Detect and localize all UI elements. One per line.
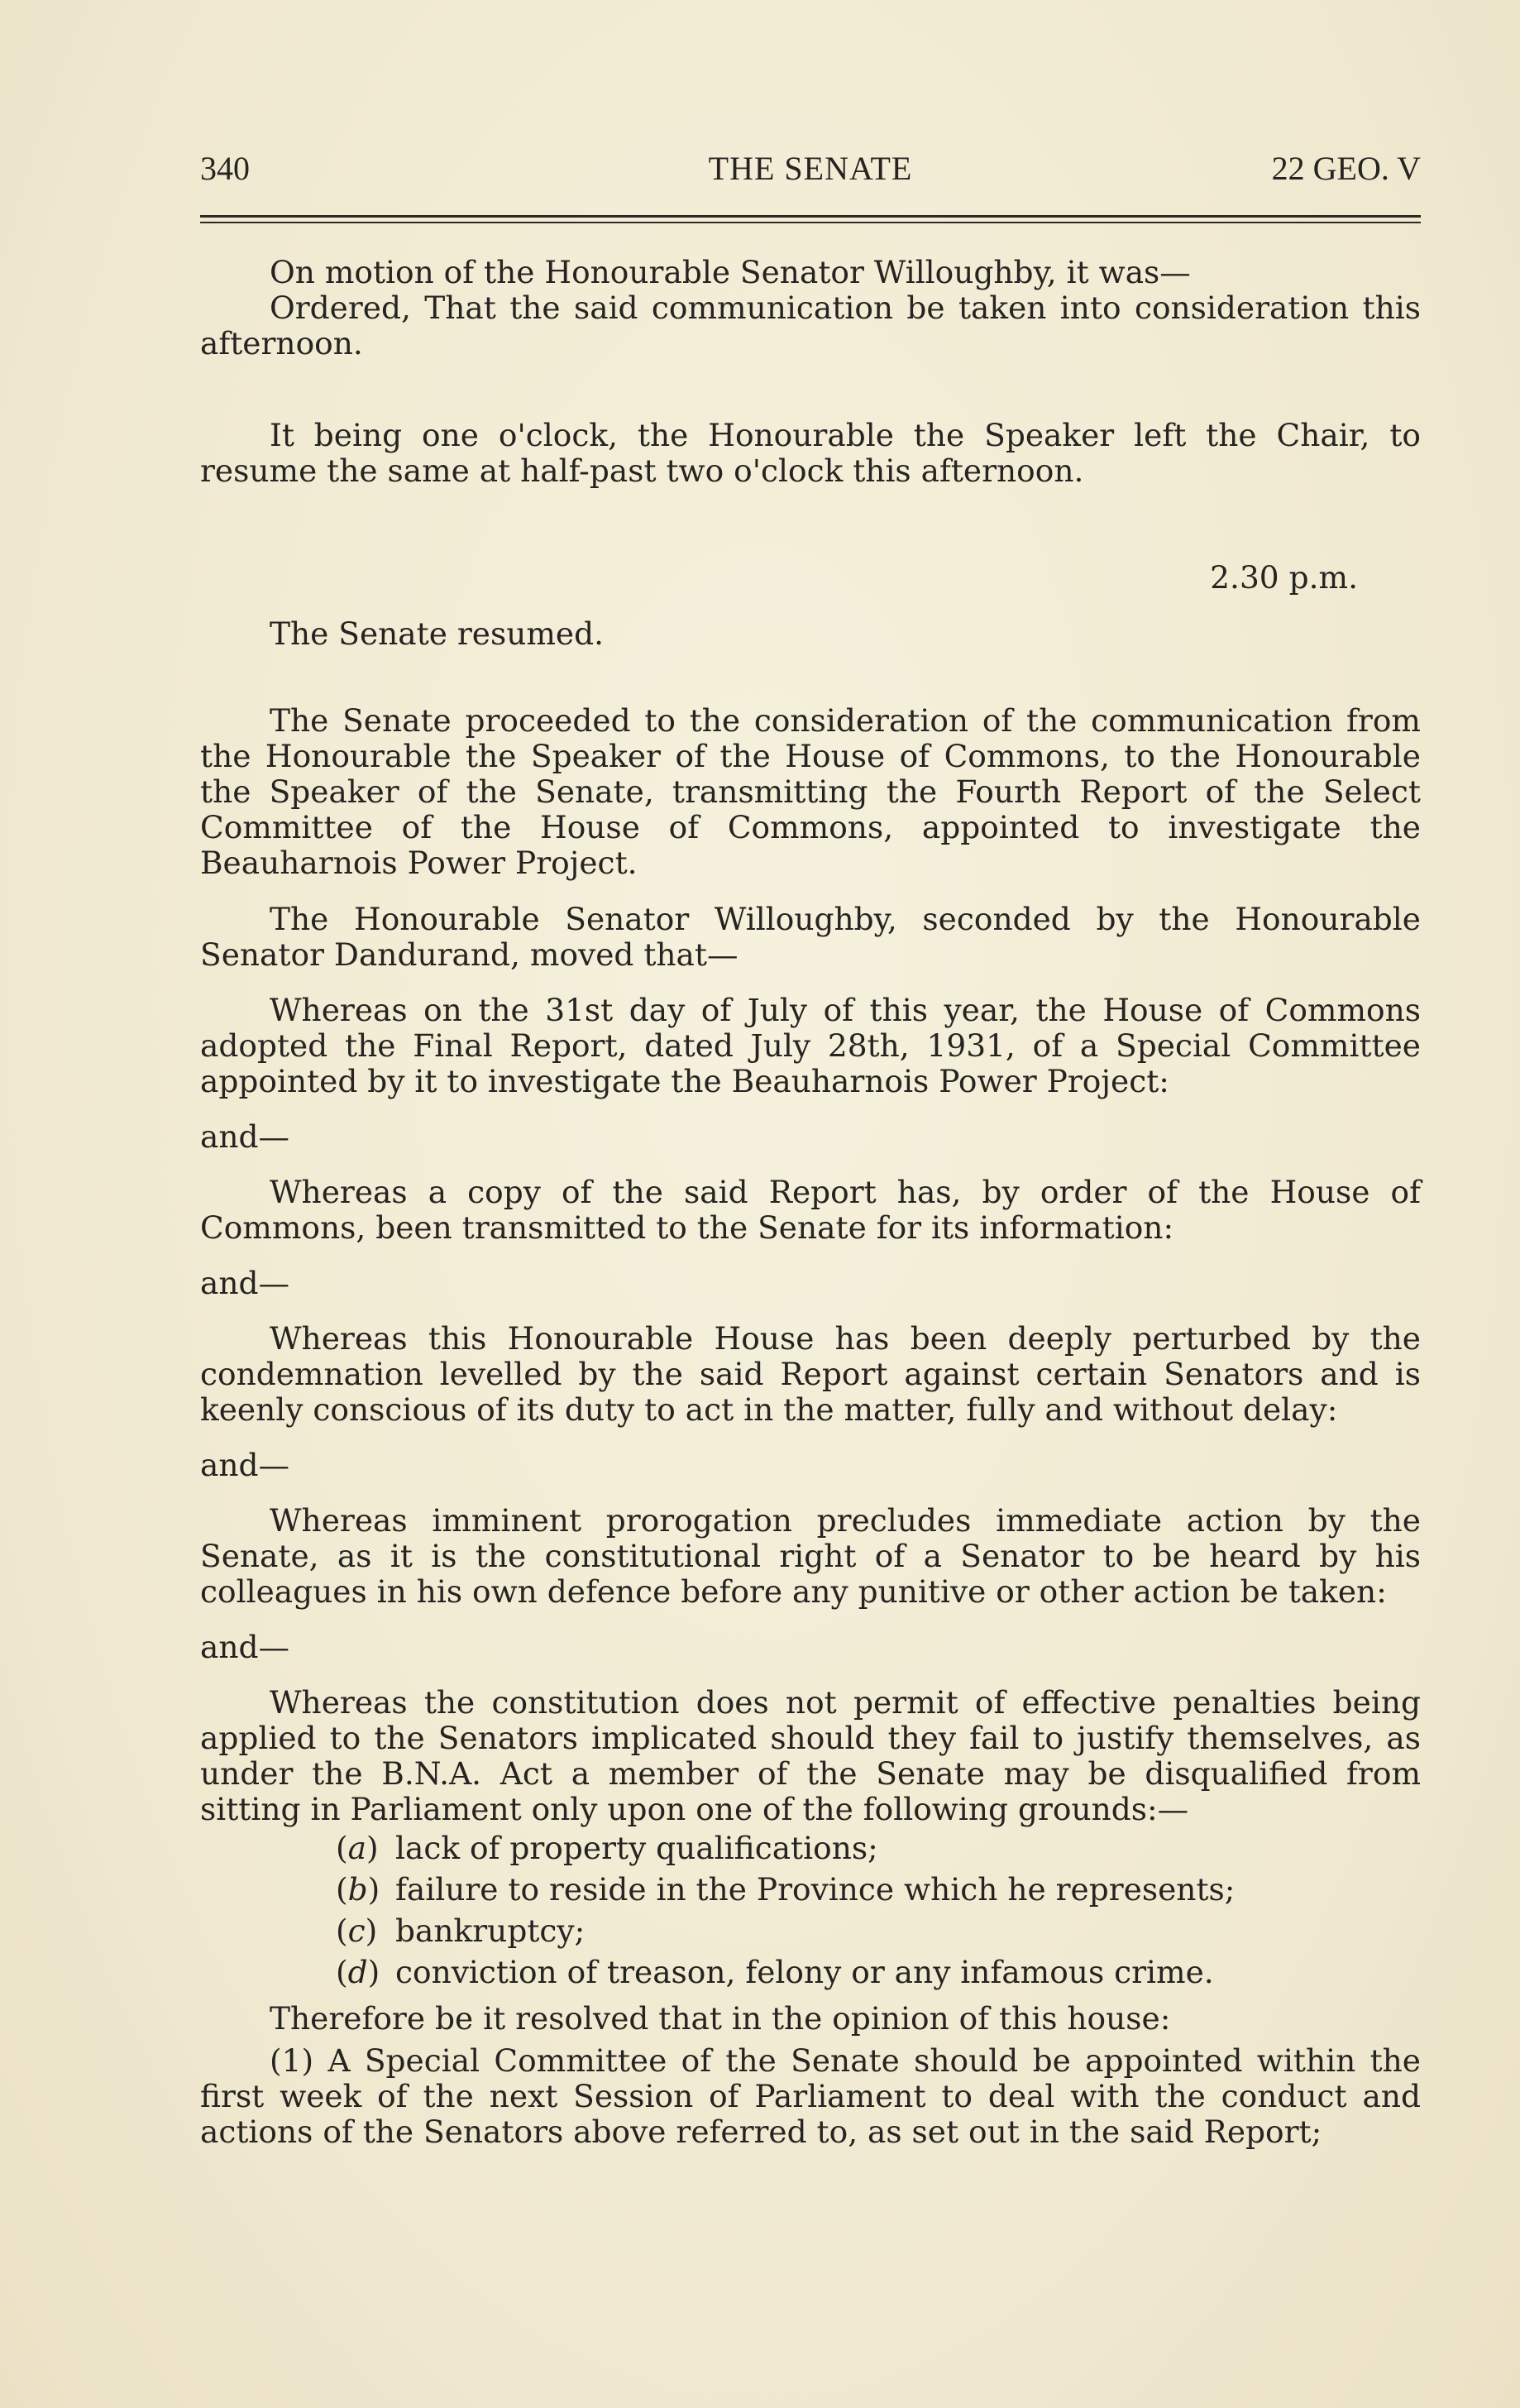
paragraph-resumed: The Senate resumed. bbox=[270, 615, 605, 652]
paragraph-moved: The Honourable Senator Willoughby, seconded by the Honourable Senator Dandurand, moved that— bbox=[200, 901, 1421, 973]
list-item: (d) conviction of treason, felony or any infamous crime. bbox=[336, 1954, 1214, 1990]
paragraph-ordered: Ordered, That the said communication be taken into consideration this afternoon. bbox=[200, 290, 1421, 361]
paragraph-whereas-2: Whereas a copy of the said Report has, by order of the House of Commons, been transmitted to the Senate for its information: bbox=[200, 1174, 1421, 1246]
time-marker: 2.30 p.m. bbox=[1210, 559, 1358, 596]
page-number: 340 bbox=[200, 150, 250, 187]
header-rule-bottom bbox=[200, 222, 1421, 223]
and-connector-3: and— bbox=[200, 1447, 290, 1483]
header-rule-top bbox=[200, 215, 1421, 218]
grounds-list bbox=[200, 1827, 1421, 1993]
regnal-year: 22 GEO. V bbox=[1271, 150, 1421, 187]
list-item: (a) lack of property qualifications; bbox=[336, 1830, 878, 1866]
and-connector-2: and— bbox=[200, 1265, 290, 1301]
paragraph-resolution-1: (1) A Special Committee of the Senate should be appointed within the first week of the next Session of Parliament to deal with the conduct and actions of the Senators above referred to, as set out in the said Report; bbox=[200, 2042, 1421, 2150]
list-label: c bbox=[347, 1913, 366, 1949]
paragraph-whereas-5: Whereas the constitution does not permit of effective penalties being applied to the Senators implicated should they fail to justify themselves, as under the B.N.A. Act a member of the Senate may be disqualified from sitting in Parliament only upon one of the following grounds:— bbox=[200, 1684, 1421, 1827]
list-item: (b) failure to reside in the Province which he represents; bbox=[336, 1871, 1236, 1908]
list-item: (c) bankruptcy; bbox=[336, 1913, 586, 1949]
list-label: d bbox=[347, 1954, 368, 1990]
list-text: failure to reside in the Province which he represents; bbox=[395, 1871, 1236, 1908]
page-body bbox=[200, 255, 1421, 2150]
list-text: lack of property qualifications; bbox=[395, 1830, 878, 1866]
list-label: b bbox=[347, 1871, 368, 1908]
paragraph-recess: It being one o'clock, the Honourable the Speaker left the Chair, to resume the same at half-past two o'clock this afternoon. bbox=[200, 417, 1421, 489]
and-connector-1: and— bbox=[200, 1118, 290, 1155]
paragraph-consideration: The Senate proceeded to the consideration of the communication from the Honourable the Speaker of the House of Commons, to the Honourable the Speaker of the Senate, transmitting the Fourth Report of the Select Committee of the House of Commons, appointed to investigate the Beauharnois Power Project. bbox=[200, 702, 1421, 881]
paragraph-motion: On motion of the Honourable Senator Willoughby, it was— bbox=[270, 254, 1191, 290]
list-label: a bbox=[347, 1830, 366, 1866]
paragraph-whereas-4: Whereas imminent prorogation precludes immediate action by the Senate, as it is the constitutional right of a Senator to be heard by his colleagues in his own defence before any punitive or other action be taken: bbox=[200, 1502, 1421, 1610]
page-header bbox=[200, 149, 1421, 192]
list-text: conviction of treason, felony or any infamous crime. bbox=[395, 1954, 1214, 1990]
paragraph-whereas-3: Whereas this Honourable House has been deeply perturbed by the condemnation levelled by the said Report against certain Senators and is keenly conscious of its duty to act in the matter, fully and without delay: bbox=[200, 1320, 1421, 1428]
paragraph-whereas-1: Whereas on the 31st day of July of this year, the House of Commons adopted the Final Report, dated July 28th, 1931, of a Special Committee appointed by it to investigate the Beauharnois Power Project: bbox=[200, 992, 1421, 1099]
and-connector-4: and— bbox=[200, 1629, 290, 1665]
running-title: THE SENATE bbox=[708, 150, 913, 187]
paragraph-resolved: Therefore be it resolved that in the opinion of this house: bbox=[270, 2000, 1171, 2037]
list-text: bankruptcy; bbox=[395, 1913, 586, 1949]
